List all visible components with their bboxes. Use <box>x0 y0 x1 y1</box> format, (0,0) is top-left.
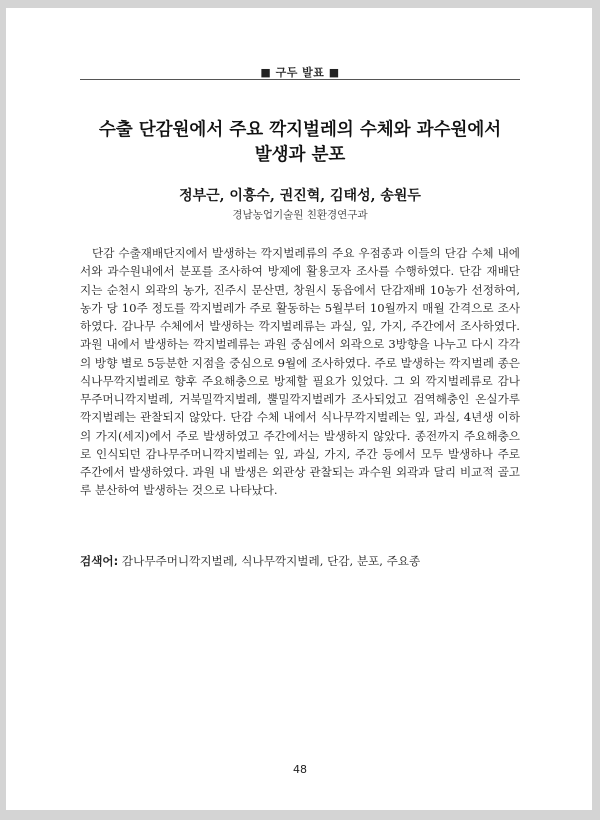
keywords-label: 검색어: <box>80 554 119 568</box>
page-border-top <box>0 0 600 8</box>
keywords-list: 감나무주머니깍지벌레, 식나무깍지벌레, 단감, 분포, 주요종 <box>118 554 421 568</box>
abstract: 단감 수출재배단지에서 발생하는 깍지벌레류의 주요 우점종과 이들의 단감 수체 내에서와 과수원내에서 분포를 조사하여 방제에 활용코자 조사를 수행하였다. 단감 재배단지는 순천시 외곽의 농가, 진주시 문산면, 창원시 동읍에서 단감재배 10농가 선정하여, 농가 당 10주 정도를 깍지벌레가 주로 활동하는 5월부터 10월까지 매월 간격으로 조사하였다. 감나무 수체에서 발생하는 깍지벌레류는 과실, 잎, 가지, 주간에서 조사하였다. 과원 내에서 발생하는 깍지벌레류는 과원 중심에서 외곽으로 3방향을 나누고 다시 각각의 방향 별로 5등분한 지점을 중심으로 9월에 조사하였다. 주로 발생하는 깍지벌레 종은 식나무깍지벌레로 향후 주요해충으로 방제할 필요가 있었다. 그 외 깍지벌레류로 감나무주머니깍지벌레, 거북밀깍지벌레, 뿔밀깍지벌레가 조사되었고 검역해충인 온실가루깍지벌레는 관찰되지 않았다. 단감 수체 내에서 식나무깍지벌레는 잎, 과실, 4년생 이하의 가지(세지)에서 주로 발생하였고 주간에서는 발생하지 않았다. 종전까지 주요해충으로 인식되던 감나무주머니깍지벌레는 잎, 과실, 가지, 주간 등에서 모두 발생하나 주로 주간에서 발생하였다. 과원 내 발생은 외관상 관찰되는 과수원 외곽과 달리 비교적 골고루 분산하여 발생하는 것으로 나타났다. <box>80 246 520 498</box>
paper-title-line-1: 수출 단감원에서 주요 깍지벌레의 수체와 과수원에서 <box>98 120 502 140</box>
keywords <box>80 552 520 570</box>
affiliation: 경남농업기술원 친환경연구과 <box>232 209 368 221</box>
section-tag: ■ 구두 발표 ■ <box>260 66 340 79</box>
header-divider <box>80 79 520 80</box>
paper-title-line-2: 발생과 분포 <box>254 145 346 165</box>
paper-title <box>60 118 540 168</box>
page-border-right <box>592 0 600 820</box>
page-number: 48 <box>293 763 307 776</box>
page-border-left <box>0 0 6 820</box>
authors: 정부근, 이흥수, 권진혁, 김태성, 송원두 <box>179 188 421 204</box>
page-border-bottom <box>0 810 600 820</box>
